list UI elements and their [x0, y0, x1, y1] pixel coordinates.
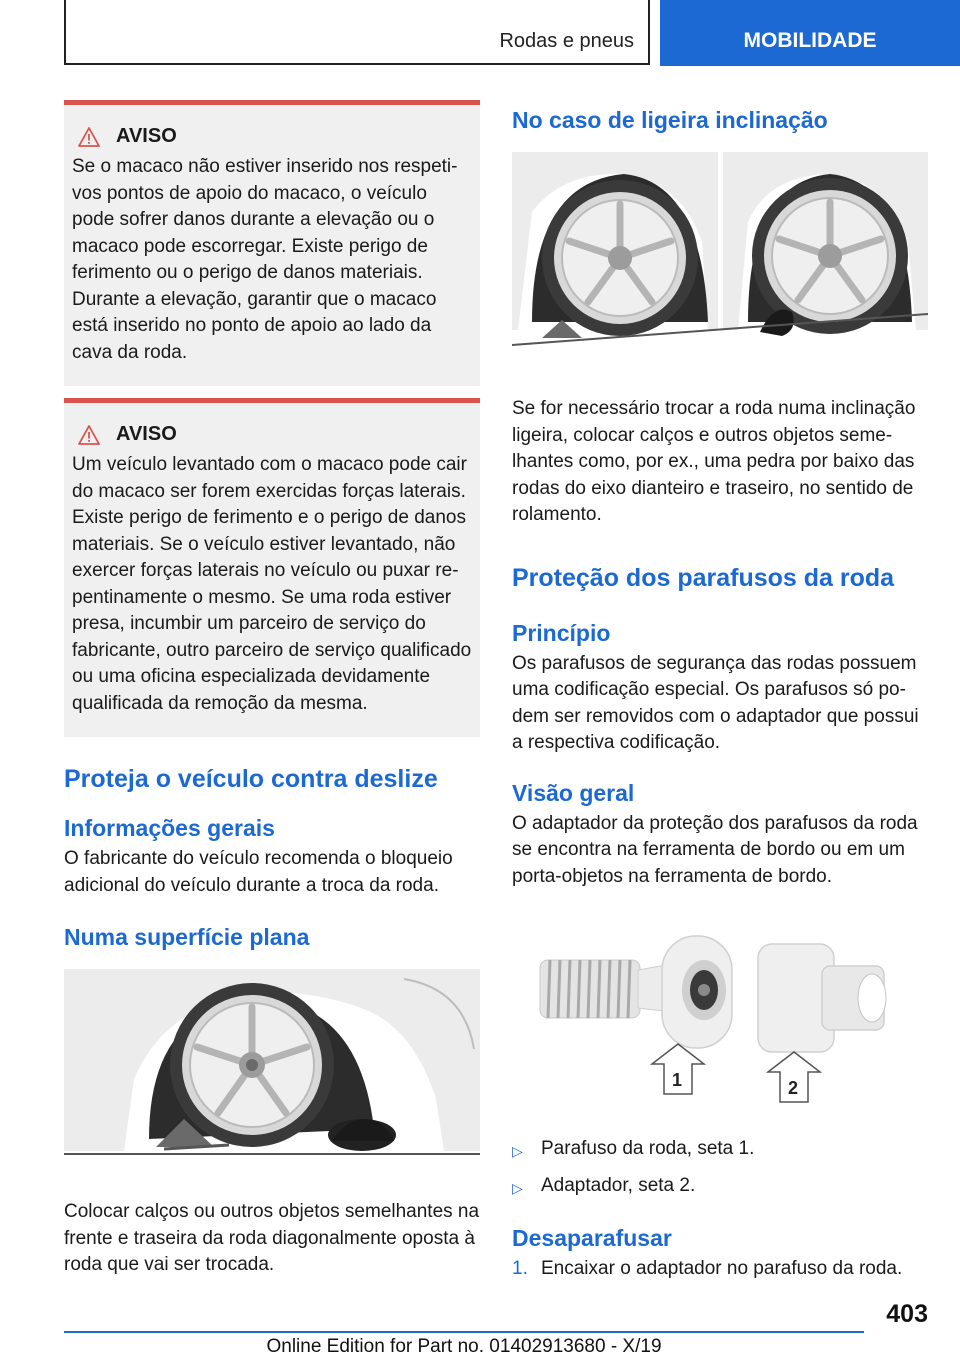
- subsection-title-overview: Visão geral: [512, 779, 635, 806]
- warning-title-2: [72, 423, 472, 446]
- ground-line: [64, 1153, 480, 1155]
- section-title-prevent-rolling: Proteja o veículo contra deslize: [64, 765, 438, 793]
- page-number: 403: [886, 1300, 928, 1328]
- warning-title-1: [72, 125, 472, 148]
- step-item: [512, 1256, 928, 1282]
- slope-paragraph: Se for necessário trocar a roda numa inclinação ligeira, colocar calços e outros objetos semelhantes como, por ex., uma pedra por baixo das rodas do eixo dianteiro e traseiro, no sentido de rolamento.: [512, 398, 916, 525]
- warning-box-2: [64, 398, 480, 737]
- header-chapter-tab: MOBILIDADE: [660, 0, 960, 66]
- right-column: [512, 100, 928, 1291]
- overview-paragraph: O adaptador da proteção dos parafusos da roda se encontra na ferramenta de bordo ou em um porta-objetos na ferramenta de bordo.: [512, 812, 918, 887]
- parts-list: [512, 1136, 928, 1201]
- bullet-triangle-icon: ▷: [512, 1143, 523, 1159]
- subsection-title-slope: No caso de ligeira inclinação: [512, 107, 828, 133]
- list-item: [512, 1173, 928, 1201]
- warning-text-2: Um veículo levantado com o macaco pode cair do macaco ser forem exercidas forças laterais. Existe perigo de ferimento e o perigo de danos materiais. Se o veículo estiver levantado, não exercer forças laterais no veículo ou puxar repentinamente o mesmo. Se uma roda estiver presa, incumbir um parceiro de serviço do fabricante, outro parceiro de serviço qualificado ou uma oficina especializada devidamente qualificada da remoção da mesma.: [72, 454, 472, 714]
- slope-illustration: [512, 152, 928, 348]
- list-item: [512, 1136, 928, 1164]
- flat-surface-paragraph: Colocar calços ou outros objetos semelhantes na frente e traseira da roda diagonalmente oposta à roda que vai ser trocada.: [64, 1201, 480, 1275]
- footer-divider: [64, 1331, 864, 1333]
- lug-bolt-illustration: [512, 926, 928, 1114]
- header-section-box: [64, 0, 650, 65]
- arrow-label-2: 2: [788, 1078, 799, 1098]
- list-item-text: Adaptador, seta 2.: [541, 1175, 696, 1196]
- arrow-label-1: 1: [672, 1070, 683, 1090]
- step-text: Encaixar o adaptador no parafuso da roda.: [541, 1258, 903, 1279]
- warning-triangle-icon: [78, 425, 100, 445]
- subsection-title-unscrew: Desaparafusar: [512, 1225, 672, 1251]
- warning-title-text-2: AVISO: [116, 423, 177, 445]
- bullet-triangle-icon: ▷: [512, 1180, 523, 1196]
- page-header: [0, 0, 960, 66]
- warning-triangle-icon: [78, 127, 100, 147]
- subsection-title-general: Informações gerais: [64, 815, 275, 841]
- step-number: 1.: [512, 1258, 528, 1279]
- subsection-title-principle: Princípio: [512, 619, 611, 646]
- warning-box-1: [64, 100, 480, 386]
- warning-text-1: Se o macaco não estiver inserido nos respetivos pontos de apoio do macaco, o veículo pode sofrer danos durante a elevação ou o macaco pode escorregar. Existe perigo de ferimento ou o perigo de danos materiais. Durante a elevação, garantir que o macaco está inserido no ponto de apoio ao lado da cava da roda.: [72, 156, 458, 363]
- steps-list: [512, 1256, 928, 1282]
- general-info-paragraph: O fabricante do veículo recomenda o bloqueio adicional do veículo durante a troca da roda.: [64, 848, 453, 896]
- flat-surface-illustration: [64, 969, 480, 1155]
- subsection-title-flat-surface: Numa superfície plana: [64, 924, 310, 950]
- list-item-text: Parafuso da roda, seta 1.: [541, 1138, 755, 1159]
- left-column: [64, 100, 480, 1279]
- footer-edition: Online Edition for Part no. 01402913680 - X/19: [266, 1336, 662, 1357]
- header-section-title: Rodas e pneus: [499, 30, 634, 52]
- warning-title-text-1: AVISO: [116, 125, 177, 147]
- section-title-lug-bolt-protection: Proteção dos parafusos da roda: [512, 563, 895, 592]
- principle-paragraph: Os parafusos de segurança das rodas possuem uma codificação especial. Os parafusos só podem ser removidos com o adaptador que possui a respectiva codificação.: [512, 652, 919, 753]
